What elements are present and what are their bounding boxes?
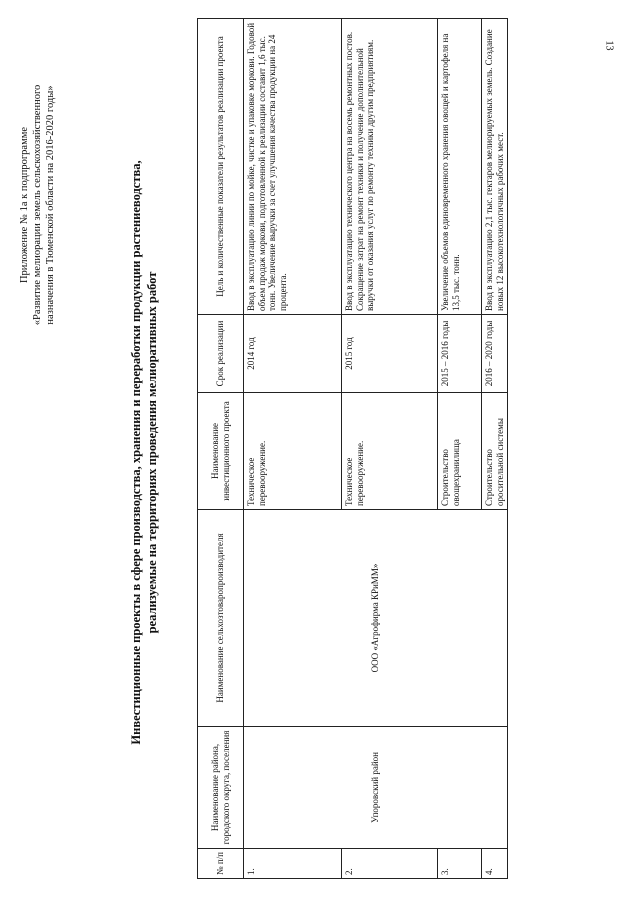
document-title xyxy=(128,0,160,905)
header-num: № п/п xyxy=(198,849,244,879)
appendix-line-3: назначения в Тюменской области на 2016-2020 годы» xyxy=(45,85,56,325)
title-line-2: реализуемые на территориях проведения мелиоративных работ xyxy=(145,271,159,634)
row-term: 2016 – 2020 годы xyxy=(482,315,508,393)
row-project: Техническое перевооружение. xyxy=(342,393,438,510)
row-goal: Ввод в эксплуатацию технического центра на восемь ремонтных постов. Сокращение затрат на ремонт техники и получение дополнительной выручки от оказания услуг по ремонту техники другим предприятиям. xyxy=(342,19,438,315)
district-cell: Упоровский район xyxy=(244,727,508,849)
appendix-line-1: Приложение № 1а к подпрограмме xyxy=(19,126,30,284)
header-goal: Цель и количественные показатели результатов реализации проекта xyxy=(198,19,244,315)
row-project: Строительство овощехранилища xyxy=(438,393,482,510)
row-goal: Увеличение объемов единовременного хранения овощей и картофеля на 13,5 тыс. тонн. xyxy=(438,19,482,315)
header-term: Срок реализации xyxy=(198,315,244,393)
row-num: 4. xyxy=(482,849,508,879)
producer-cell: ООО «Агрофирма КРиММ» xyxy=(244,510,508,727)
projects-table xyxy=(197,18,508,879)
row-num: 3. xyxy=(438,849,482,879)
row-term: 2014 год xyxy=(244,315,342,393)
row-project: Техническое перевооружение. xyxy=(244,393,342,510)
page-number: 13 xyxy=(603,40,615,51)
row-term: 2015 год xyxy=(342,315,438,393)
row-num: 1. xyxy=(244,849,342,879)
table-row xyxy=(244,19,342,879)
row-project: Строительство оросительной системы xyxy=(482,393,508,510)
header-producer: Наименование сельхозтоваропроизводителя xyxy=(198,510,244,727)
title-line-1: Инвестиционные проекты в сфере производства, хранения и переработки продукции растениеводства, xyxy=(129,160,143,745)
header-project: Наименование инвестиционного проекта xyxy=(198,393,244,510)
row-goal: Ввод в эксплуатацию линии по мойке, чистке и упаковке моркови. Годовой объем продаж моркови, подготовленной к реализации составит 1,6 тыс. тонн. Увеличение выручки за счет улучшения качества продукции на 24 процента. xyxy=(244,19,342,315)
appendix-header xyxy=(18,25,57,385)
table-header-row xyxy=(198,19,244,879)
appendix-line-2: «Развитие мелиорации земель сельскохозяйственного xyxy=(32,84,43,326)
row-num: 2. xyxy=(342,849,438,879)
row-goal: Ввод в эксплуатацию 2,1 тыс. гектаров мелиорируемых земель. Создание новых 12 высокотехнологичных рабочих мест. xyxy=(482,19,508,315)
row-term: 2015 – 2016 годы xyxy=(438,315,482,393)
header-district: Наименование района, городского округа, поселения xyxy=(198,727,244,849)
